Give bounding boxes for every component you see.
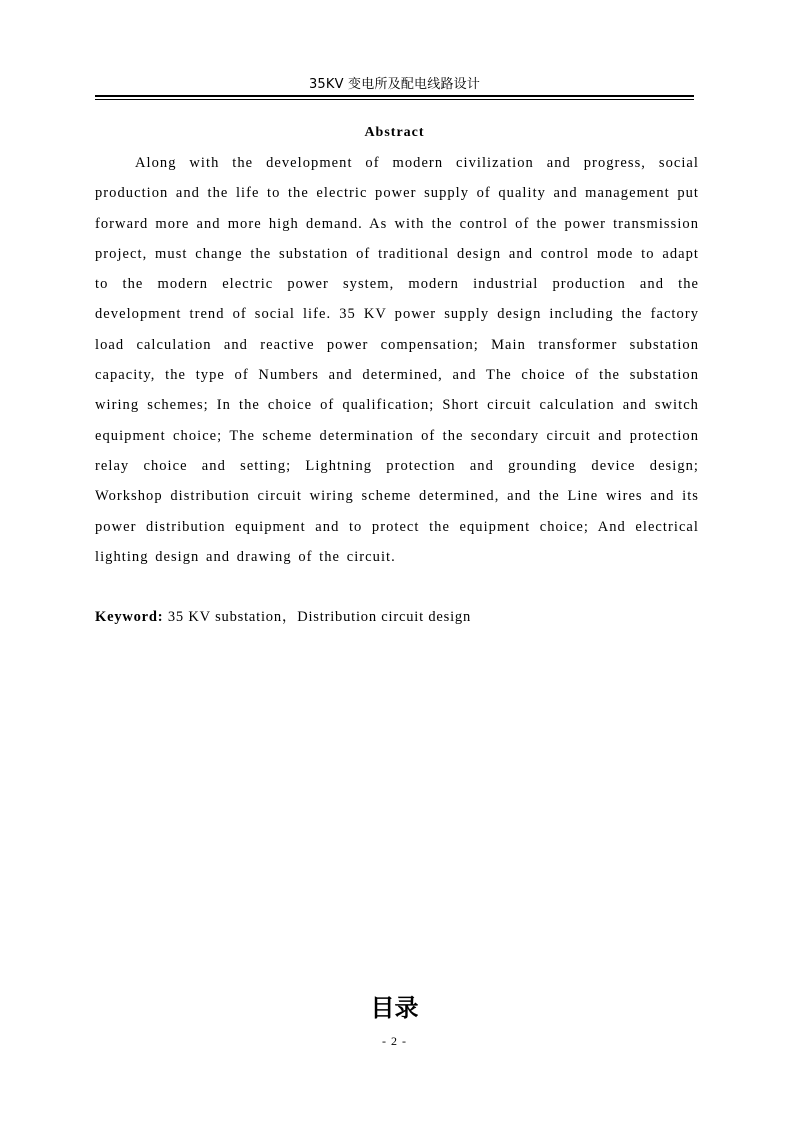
header-rule-thick bbox=[95, 95, 694, 97]
abstract-body: Along with the development of modern civilization and progress, social production and the life to the electric power supply of quality and management put forward more and more high demand. As with the control of the power transmission project, must change the substation of traditional design and control mode to adapt to the modern electric power system, modern industrial production and the development trend of social life. 35 KV power supply design including the factory load calculation and reactive power compensation; Main transformer substation capacity, the type of Numbers and determined, and The choice of the substation wiring schemes; In the choice of qualification; Short circuit calculation and switch equipment choice; The scheme determination of the secondary circuit and protection relay choice and setting; Lightning protection and grounding device design; Workshop distribution circuit wiring scheme determined, and the Line wires and its power distribution equipment and to protect the equipment choice; And electrical lighting design and drawing of the circuit. bbox=[95, 155, 699, 565]
page-header-title: 35KV 变电所及配电线路设计 bbox=[308, 77, 481, 92]
abstract-heading: Abstract bbox=[364, 125, 425, 140]
toc-heading: 目录 bbox=[370, 994, 419, 1022]
page-number: - 2 - bbox=[382, 1034, 407, 1048]
header-rule-thin bbox=[95, 99, 694, 100]
keyword-label: Keyword: bbox=[95, 609, 164, 625]
keyword-text: 35 KV substation，Distribution circuit design bbox=[167, 609, 472, 625]
keyword-line bbox=[95, 607, 699, 627]
